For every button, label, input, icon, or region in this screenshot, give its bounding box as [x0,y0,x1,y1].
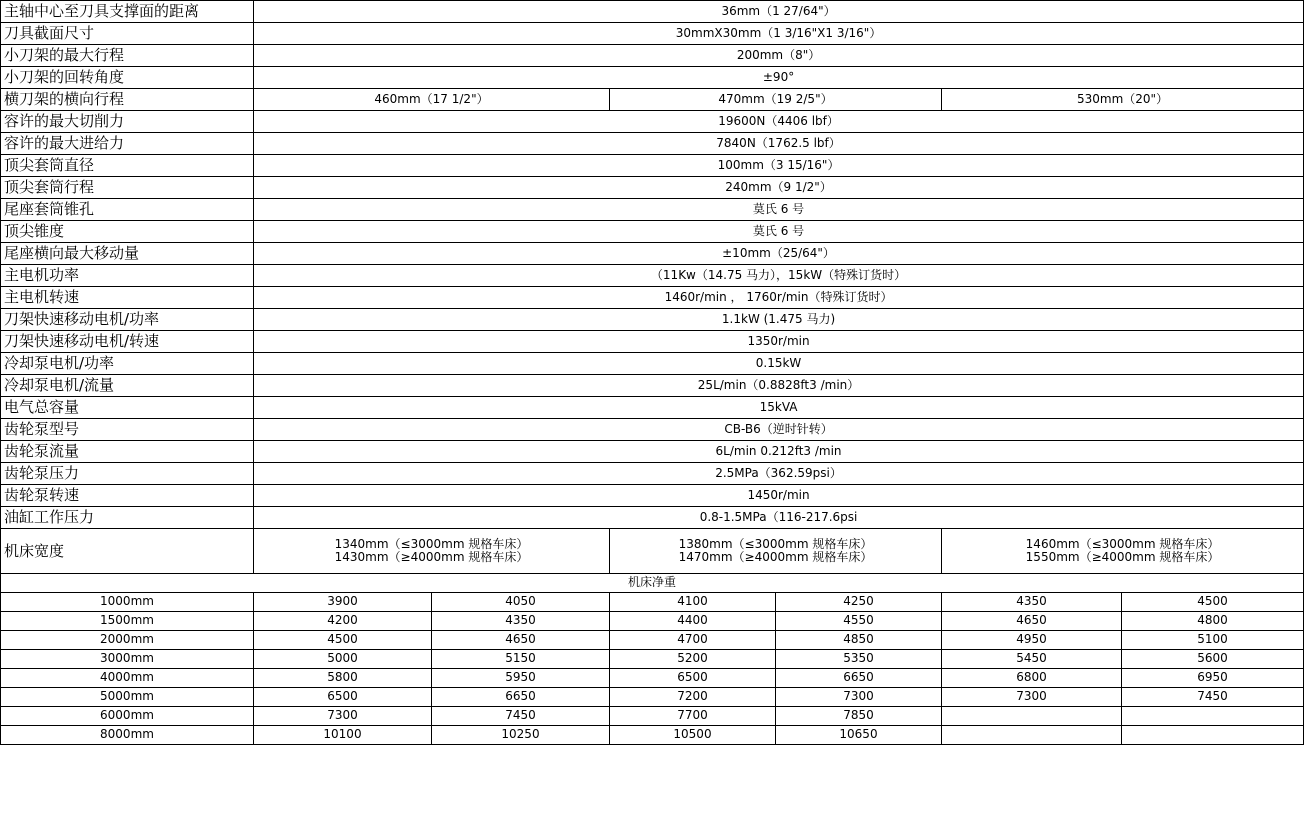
weight-value: 4700 [610,631,776,650]
spec-value: 530mm（20"） [942,89,1304,111]
weight-value: 4200 [254,612,432,631]
weight-value: 4350 [432,612,610,631]
net-weight-title: 机床净重 [1,574,1304,593]
weight-value: 10650 [776,726,942,745]
weight-value: 4650 [432,631,610,650]
weight-value [1122,707,1304,726]
spec-value: 19600N（4406 lbf） [254,111,1304,133]
weight-value: 5200 [610,650,776,669]
weight-value: 4850 [776,631,942,650]
weight-value: 5150 [432,650,610,669]
machine-width-value [254,529,610,574]
spec-value: 莫氏 6 号 [254,221,1304,243]
spec-label: 齿轮泵压力 [1,463,254,485]
spec-value: ±10mm（25/64"） [254,243,1304,265]
weight-value: 6650 [776,669,942,688]
spec-label: 尾座横向最大移动量 [1,243,254,265]
weight-value: 6500 [254,688,432,707]
machine-width-line: 1380mm（≤3000mm 规格车床） [678,536,873,551]
machine-width-value [942,529,1304,574]
spec-row [1,441,1304,463]
spec-row [1,397,1304,419]
spec-row [1,507,1304,529]
machine-width-line: 1430mm（≥4000mm 规格车床） [334,550,529,564]
weight-value: 5950 [432,669,610,688]
weight-value: 4800 [1122,612,1304,631]
weight-value: 7850 [776,707,942,726]
weight-value: 4650 [942,612,1122,631]
spec-value: 0.15kW [254,353,1304,375]
weight-value: 4950 [942,631,1122,650]
spec-value: ±90° [254,67,1304,89]
spec-label: 顶尖套筒行程 [1,177,254,199]
weight-row [1,631,1304,650]
spec-label: 容许的最大进给力 [1,133,254,155]
spec-value: 1.1kW (1.475 马力) [254,309,1304,331]
weight-value: 4050 [432,593,610,612]
weight-value: 10500 [610,726,776,745]
spec-label: 齿轮泵型号 [1,419,254,441]
weight-value: 5450 [942,650,1122,669]
weight-length: 2000mm [1,631,254,650]
spec-value: 36mm（1 27/64"） [254,1,1304,23]
spec-row [1,265,1304,287]
spec-label: 尾座套筒锥孔 [1,199,254,221]
spec-value: 240mm（9 1/2"） [254,177,1304,199]
spec-label: 齿轮泵转速 [1,485,254,507]
weight-value: 5100 [1122,631,1304,650]
spec-value: 100mm（3 15/16"） [254,155,1304,177]
spec-value: 200mm（8"） [254,45,1304,67]
spec-label: 小刀架的最大行程 [1,45,254,67]
spec-value: 0.8-1.5MPa（116-217.6psi [254,507,1304,529]
spec-value: CB-B6（逆时针转） [254,419,1304,441]
machine-width-row [1,529,1304,574]
weight-value: 10250 [432,726,610,745]
weight-value: 7700 [610,707,776,726]
weight-row [1,669,1304,688]
spec-row [1,243,1304,265]
weight-length: 5000mm [1,688,254,707]
machine-width-line: 1550mm（≥4000mm 规格车床） [1025,550,1220,564]
weight-value: 4500 [254,631,432,650]
weight-row [1,650,1304,669]
weight-value: 7450 [432,707,610,726]
spec-label: 刀具截面尺寸 [1,23,254,45]
machine-width-value [610,529,942,574]
spec-row [1,23,1304,45]
spec-value: 470mm（19 2/5"） [610,89,942,111]
spec-label: 刀架快速移动电机/功率 [1,309,254,331]
spec-row [1,221,1304,243]
spec-row [1,485,1304,507]
weight-value: 7300 [776,688,942,707]
spec-row [1,1,1304,23]
spec-value: 1450r/min [254,485,1304,507]
weight-value: 4550 [776,612,942,631]
weight-value: 7200 [610,688,776,707]
spec-label: 顶尖套筒直径 [1,155,254,177]
machine-width-line: 1460mm（≤3000mm 规格车床） [1025,536,1220,551]
spec-row [1,309,1304,331]
spec-label: 主电机转速 [1,287,254,309]
spec-label: 冷却泵电机/功率 [1,353,254,375]
spec-row [1,199,1304,221]
weight-length: 1000mm [1,593,254,612]
spec-row [1,45,1304,67]
spec-row [1,133,1304,155]
spec-table-body [1,1,1304,745]
spec-row [1,67,1304,89]
weight-value: 6650 [432,688,610,707]
spec-label: 横刀架的横向行程 [1,89,254,111]
weight-value [1122,726,1304,745]
spec-value: 30mmX30mm（1 3/16"X1 3/16"） [254,23,1304,45]
weight-value: 6800 [942,669,1122,688]
spec-row [1,111,1304,133]
spec-row [1,177,1304,199]
weight-length: 4000mm [1,669,254,688]
weight-length: 1500mm [1,612,254,631]
weight-value: 6500 [610,669,776,688]
weight-row [1,688,1304,707]
spec-value: 460mm（17 1/2"） [254,89,610,111]
weight-value: 5000 [254,650,432,669]
spec-label: 小刀架的回转角度 [1,67,254,89]
weight-value: 7300 [942,688,1122,707]
spec-value: 1350r/min [254,331,1304,353]
spec-value: 1460r/min ， 1760r/min（特殊订货时） [254,287,1304,309]
weight-value: 4400 [610,612,776,631]
weight-value: 10100 [254,726,432,745]
spec-label: 冷却泵电机/流量 [1,375,254,397]
spec-value: 7840N（1762.5 lbf） [254,133,1304,155]
spec-value: （11Kw（14.75 马力），15kW（特殊订货时） [254,265,1304,287]
weight-value: 5800 [254,669,432,688]
machine-width-label: 机床宽度 [1,529,254,574]
spec-row [1,89,1304,111]
machine-width-line: 1470mm（≥4000mm 规格车床） [678,550,873,564]
spec-value: 6L/min 0.212ft3 /min [254,441,1304,463]
weight-value: 3900 [254,593,432,612]
spec-label: 油缸工作压力 [1,507,254,529]
weight-length: 8000mm [1,726,254,745]
spec-row [1,375,1304,397]
spec-row [1,463,1304,485]
weight-row [1,726,1304,745]
spec-label: 齿轮泵流量 [1,441,254,463]
spec-row [1,155,1304,177]
weight-value: 7300 [254,707,432,726]
spec-label: 主轴中心至刀具支撑面的距离 [1,1,254,23]
spec-label: 电气总容量 [1,397,254,419]
weight-length: 3000mm [1,650,254,669]
weight-value: 6950 [1122,669,1304,688]
weight-value: 4350 [942,593,1122,612]
spec-label: 顶尖锥度 [1,221,254,243]
machine-width-line: 1340mm（≤3000mm 规格车床） [334,536,529,551]
spec-value: 2.5MPa（362.59psi） [254,463,1304,485]
spec-value: 15kVA [254,397,1304,419]
weight-row [1,612,1304,631]
weight-value: 4500 [1122,593,1304,612]
weight-value: 4100 [610,593,776,612]
weight-value: 5350 [776,650,942,669]
spec-row [1,287,1304,309]
weight-value: 7450 [1122,688,1304,707]
net-weight-header-row [1,574,1304,593]
spec-label: 容许的最大切削力 [1,111,254,133]
spec-row [1,419,1304,441]
weight-value [942,726,1122,745]
spec-value: 25L/min（0.8828ft3 /min） [254,375,1304,397]
weight-value [942,707,1122,726]
spec-row [1,331,1304,353]
weight-value: 5600 [1122,650,1304,669]
weight-row [1,707,1304,726]
weight-length: 6000mm [1,707,254,726]
spec-label: 刀架快速移动电机/转速 [1,331,254,353]
spec-label: 主电机功率 [1,265,254,287]
weight-value: 4250 [776,593,942,612]
spec-value: 莫氏 6 号 [254,199,1304,221]
weight-row [1,593,1304,612]
spec-row [1,353,1304,375]
